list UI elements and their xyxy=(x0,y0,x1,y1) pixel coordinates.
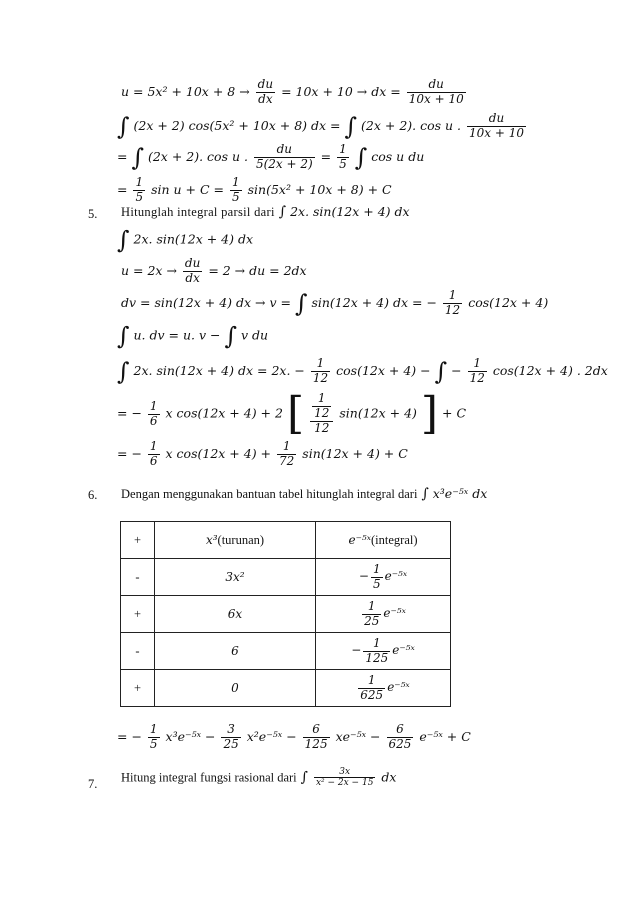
p5-line-7: = − $\frac{1}{6}$ x cos(12x + 4) + $\frac{1}{72}$ sin(12x + 4) + C xyxy=(117,439,408,468)
fraction: $\frac{3}{25}$ xyxy=(223,722,239,751)
fraction: $\frac{1}{5}$ xyxy=(232,175,240,204)
fraction: $\frac{1}{5}$ xyxy=(135,175,144,204)
table-header-row: + x³(turunan) e⁻⁵ˣ(integral) xyxy=(121,522,451,559)
integral-sign: ∫ xyxy=(117,112,130,141)
integral-line-2: ∫ (2x + 2) cos(5x² + 10x + 8) dx = ∫ (2x + 2). cos u . $\frac{du}{10x + 10}$ xyxy=(117,111,524,141)
fraction: $\frac{1}{5}$ xyxy=(149,722,158,751)
tabular-integration-table xyxy=(120,521,451,707)
du-dx-fraction: $\frac{du}{dx}$ xyxy=(257,77,274,106)
fraction: $\frac{1}{12}$ xyxy=(444,288,461,317)
p5-line-1: ∫ 2x. sin(12x + 4) dx xyxy=(117,226,254,254)
integral-sign: ∫ xyxy=(117,357,130,386)
integral-sign: ∫ xyxy=(434,357,448,386)
integral-sign: ∫ xyxy=(344,112,358,141)
fraction: $\frac{1}{72}$ xyxy=(279,439,295,468)
substitution-line xyxy=(121,78,468,107)
du-dx-fraction: $\frac{du}{dx}$ xyxy=(184,256,201,285)
problem-6-statement: Dengan menggunakan bantuan tabel hitunglah integral dari ∫ x³e⁻⁵ˣ dx xyxy=(121,486,488,502)
p5-line-6: = − $\frac{1}{6}$ x cos(12x + 4) + 2 [ $\frac{\frac{1}{12}}{12}$ sin(12x + 4) ] + C xyxy=(117,388,467,439)
problem-5-statement: Hitunglah integral parsil dari ∫ 2x. sin(12x + 4) dx xyxy=(121,204,410,220)
p5-line-3: dv = sin(12x + 4) dx → v = ∫ sin(12x + 4) dx = − $\frac{1}{12}$ cos(12x + 4) xyxy=(121,288,549,318)
table-row: + 6x $\frac{1}{25}$ e⁻⁵ˣ xyxy=(121,596,451,633)
integral-sign: ∫ xyxy=(294,289,308,318)
result-line-4: = $\frac{1}{5}$ sin u + C = $\frac{1}{5}$ sin(5x² + 10x + 8) + C xyxy=(117,175,392,204)
problem-number-6: 6. xyxy=(88,488,98,502)
fraction: $\frac{du}{5(2x + 2)}$ xyxy=(255,142,313,171)
rational-fraction: $\frac{3x}{\text{x² − 2x − 15}}$ xyxy=(315,767,374,789)
sub-mid-text: = 10x + 10 → dx = xyxy=(281,83,401,99)
fraction: $\frac{1}{6}$ xyxy=(149,398,158,428)
fraction: $\frac{1}{6}$ xyxy=(149,439,158,468)
integral-sign: ∫ xyxy=(224,322,237,350)
fraction: $\frac{1}{5}$ xyxy=(339,142,347,171)
dx-fraction: $\frac{du}{10x + 10}$ xyxy=(408,77,464,106)
integral-sign: ∫ xyxy=(117,226,130,254)
result-6-line: = − $\frac{1}{5}$ x³e⁻⁵ˣ − $\frac{3}{25}$ x²e⁻⁵ˣ − $\frac{6}{125}$ xe⁻⁵ˣ − $\frac{6}{625}$ e⁻⁵ˣ + C xyxy=(117,722,471,751)
fraction: $\frac{6}{125}$ xyxy=(304,722,328,751)
left-bracket: [ xyxy=(286,388,305,439)
problem-7-statement: Hitung integral fungsi rasional dari ∫ $\frac{3x}{\text{x² − 2x − 15}}$ dx xyxy=(121,767,397,789)
problem-number-7: 7. xyxy=(88,777,98,791)
integral-sign: ∫ xyxy=(131,143,144,172)
p5-line-4: ∫ u. dv = u. v − ∫ v du xyxy=(117,322,269,350)
p5-line-5: ∫ 2x. sin(12x + 4) dx = 2x. − $\frac{1}{12}$ cos(12x + 4) − ∫ − $\frac{1}{12}$ cos(12x + 4) . 2dx xyxy=(117,356,608,386)
integral-line-3: = ∫ (2x + 2). cos u . $\frac{du}{5(2x + 2)}$ = $\frac{1}{5}$ ∫ cos u du xyxy=(117,142,425,172)
nested-fraction: $\frac{\frac{1}{12}}{12}$ xyxy=(310,392,333,435)
fraction: $\frac{6}{625}$ xyxy=(388,722,412,751)
fraction: $\frac{1}{12}$ xyxy=(469,356,485,385)
fraction: $\frac{du}{10x + 10}$ xyxy=(469,111,524,140)
table-row: - 3x² − $\frac{1}{5}$ e⁻⁵ˣ xyxy=(121,559,451,596)
problem-number-5: 5. xyxy=(88,207,98,221)
integral-sign: ∫ xyxy=(117,322,130,350)
p5-line-2: u = 2x → $\frac{du}{dx}$ = 2 → du = 2dx xyxy=(121,256,307,285)
table-row: - 6 − $\frac{1}{125}$ e⁻⁵ˣ xyxy=(121,633,451,670)
right-bracket: ] xyxy=(420,388,439,439)
table-row: + 0 $\frac{1}{625}$ e⁻⁵ˣ xyxy=(121,670,451,707)
fraction: $\frac{1}{12}$ xyxy=(312,356,329,385)
sub-u-text: u = 5x² + 10x + 8 → xyxy=(121,83,250,99)
integral-sign: ∫ xyxy=(354,143,368,172)
